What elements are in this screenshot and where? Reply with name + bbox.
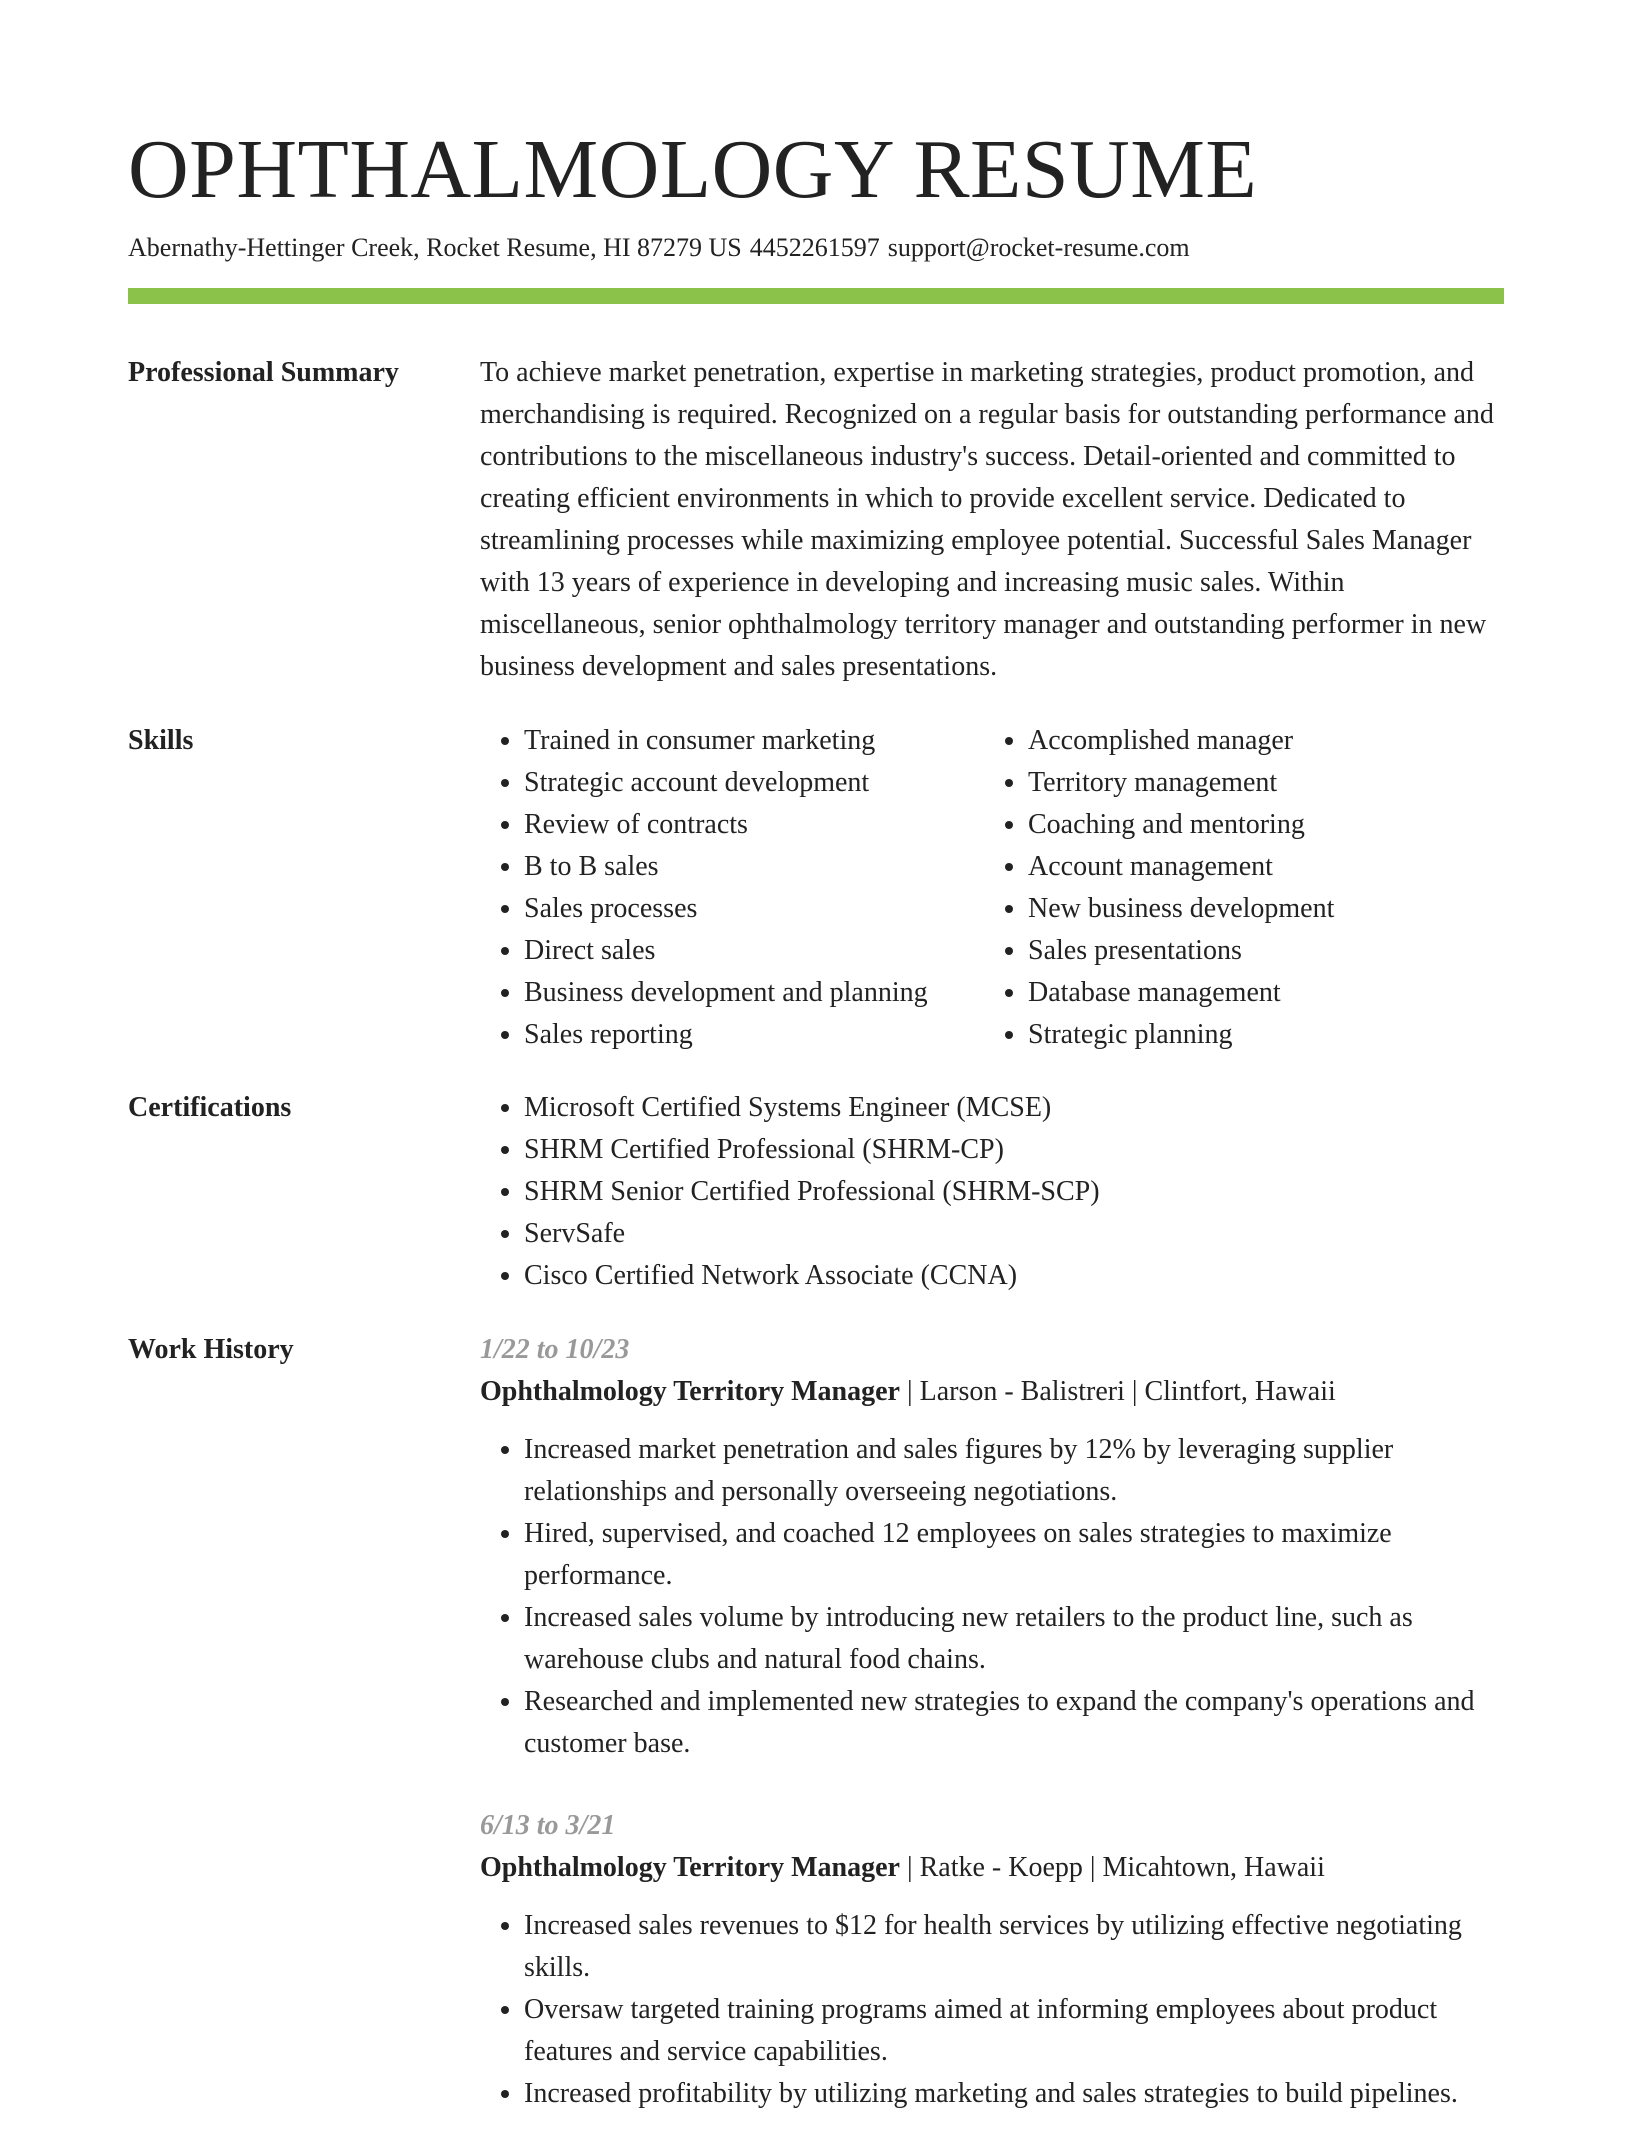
job-entry (480, 1329, 1504, 1765)
skill-item: • Business development and planning (524, 972, 984, 1014)
job-heading (480, 1847, 1504, 1889)
skill-item: • Strategic planning (1028, 1014, 1504, 1056)
section-label-skills: Skills (128, 725, 194, 756)
summary-body (480, 352, 1504, 688)
skills-list-left (480, 720, 984, 1056)
summary-text: To achieve market penetration, expertise in marketing strategies, product promotion, and merchandising is required. Recognized on a regular basis for outstanding performance and contributions to the miscellaneous industry's success. Detail-oriented and committed to creating efficient environments in which to provide excellent service. Dedicated to streamlining processes while maximizing employee potential. Successful Sales Manager with 13 years of experience in developing and increasing music sales. Within miscellaneous, senior ophthalmology territory manager and outstanding performer in new business development and sales presentations. (480, 357, 1494, 682)
work-history-body (480, 1329, 1504, 2155)
work-history-section (128, 1329, 1504, 2155)
job-bullet: • Hired, supervised, and coached 12 employees on sales strategies to maximize performance. (524, 1513, 1504, 1597)
certification-item: • SHRM Senior Certified Professional (SHRM-SCP) (524, 1171, 1504, 1213)
skill-item: • Direct sales (524, 930, 984, 972)
skill-item: • Strategic account development (524, 762, 984, 804)
job-bullet: • Increased sales volume by introducing new retailers to the product line, such as warehouse clubs and natural food chains. (524, 1597, 1504, 1681)
skills-body (480, 720, 1504, 1056)
contact-email: support@rocket-resume.com (887, 233, 1190, 262)
job-bullet: • Increased market penetration and sales figures by 12% by leveraging supplier relationships and personally overseeing negotiations. (524, 1429, 1504, 1513)
contact-phone: 4452261597 (749, 233, 880, 262)
skill-item: • Territory management (1028, 762, 1504, 804)
job-employer-location: | Larson - Balistreri | Clintfort, Hawaii (899, 1376, 1336, 1407)
job-bullets (480, 1429, 1504, 1765)
certification-item: • Microsoft Certified Systems Engineer (MCSE) (524, 1087, 1504, 1129)
skills-section (128, 720, 1504, 1056)
skill-item: • Account management (1028, 846, 1504, 888)
job-heading (480, 1371, 1504, 1413)
resume-page (128, 120, 1504, 2155)
certifications-body (480, 1087, 1504, 1297)
resume-title: OPHTHALMOLOGY RESUME (128, 123, 1258, 216)
job-dates: 1/22 to 10/23 (480, 1334, 630, 1365)
skill-item: • Sales presentations (1028, 930, 1504, 972)
certification-item: • ServSafe (524, 1213, 1504, 1255)
skill-item: • B to B sales (524, 846, 984, 888)
skill-item: • Database management (1028, 972, 1504, 1014)
job-bullet: • Researched and implemented new strategies to expand the company's operations and customer base. (524, 1681, 1504, 1765)
summary-section (128, 352, 1504, 688)
certifications-section (128, 1087, 1504, 1297)
skill-item: • Coaching and mentoring (1028, 804, 1504, 846)
skills-grid (480, 720, 1504, 1056)
job-title: Ophthalmology Territory Manager (480, 1852, 900, 1883)
job-title: Ophthalmology Territory Manager (480, 1376, 900, 1407)
skill-item: • Review of contracts (524, 804, 984, 846)
certification-item: • Cisco Certified Network Associate (CCNA) (524, 1255, 1504, 1297)
skill-item: • Accomplished manager (1028, 720, 1504, 762)
section-label-work-history: Work History (128, 1334, 294, 1365)
job-employer-location: | Ratke - Koepp | Micahtown, Hawaii (899, 1852, 1325, 1883)
skill-item: • Sales reporting (524, 1014, 984, 1056)
certifications-list (480, 1087, 1504, 1297)
skills-list-right (984, 720, 1504, 1056)
skill-item: • Trained in consumer marketing (524, 720, 984, 762)
job-bullet: • Increased profitability by utilizing marketing and sales strategies to build pipelines. (524, 2073, 1504, 2115)
contact-line (128, 230, 1504, 266)
skill-item: • New business development (1028, 888, 1504, 930)
section-label-certifications: Certifications (128, 1092, 292, 1123)
certification-item: • SHRM Certified Professional (SHRM-CP) (524, 1129, 1504, 1171)
contact-address: Abernathy-Hettinger Creek, Rocket Resume, HI 87279 US (128, 233, 742, 262)
job-entry (480, 1805, 1504, 2115)
job-dates: 6/13 to 3/21 (480, 1810, 616, 1841)
job-bullets (480, 1905, 1504, 2115)
skill-item: • Sales processes (524, 888, 984, 930)
job-bullet: • Oversaw targeted training programs aimed at informing employees about product features and service capabilities. (524, 1989, 1504, 2073)
accent-divider (128, 288, 1504, 304)
section-label-summary: Professional Summary (128, 357, 399, 388)
job-bullet: • Increased sales revenues to $12 for health services by utilizing effective negotiating skills. (524, 1905, 1504, 1989)
